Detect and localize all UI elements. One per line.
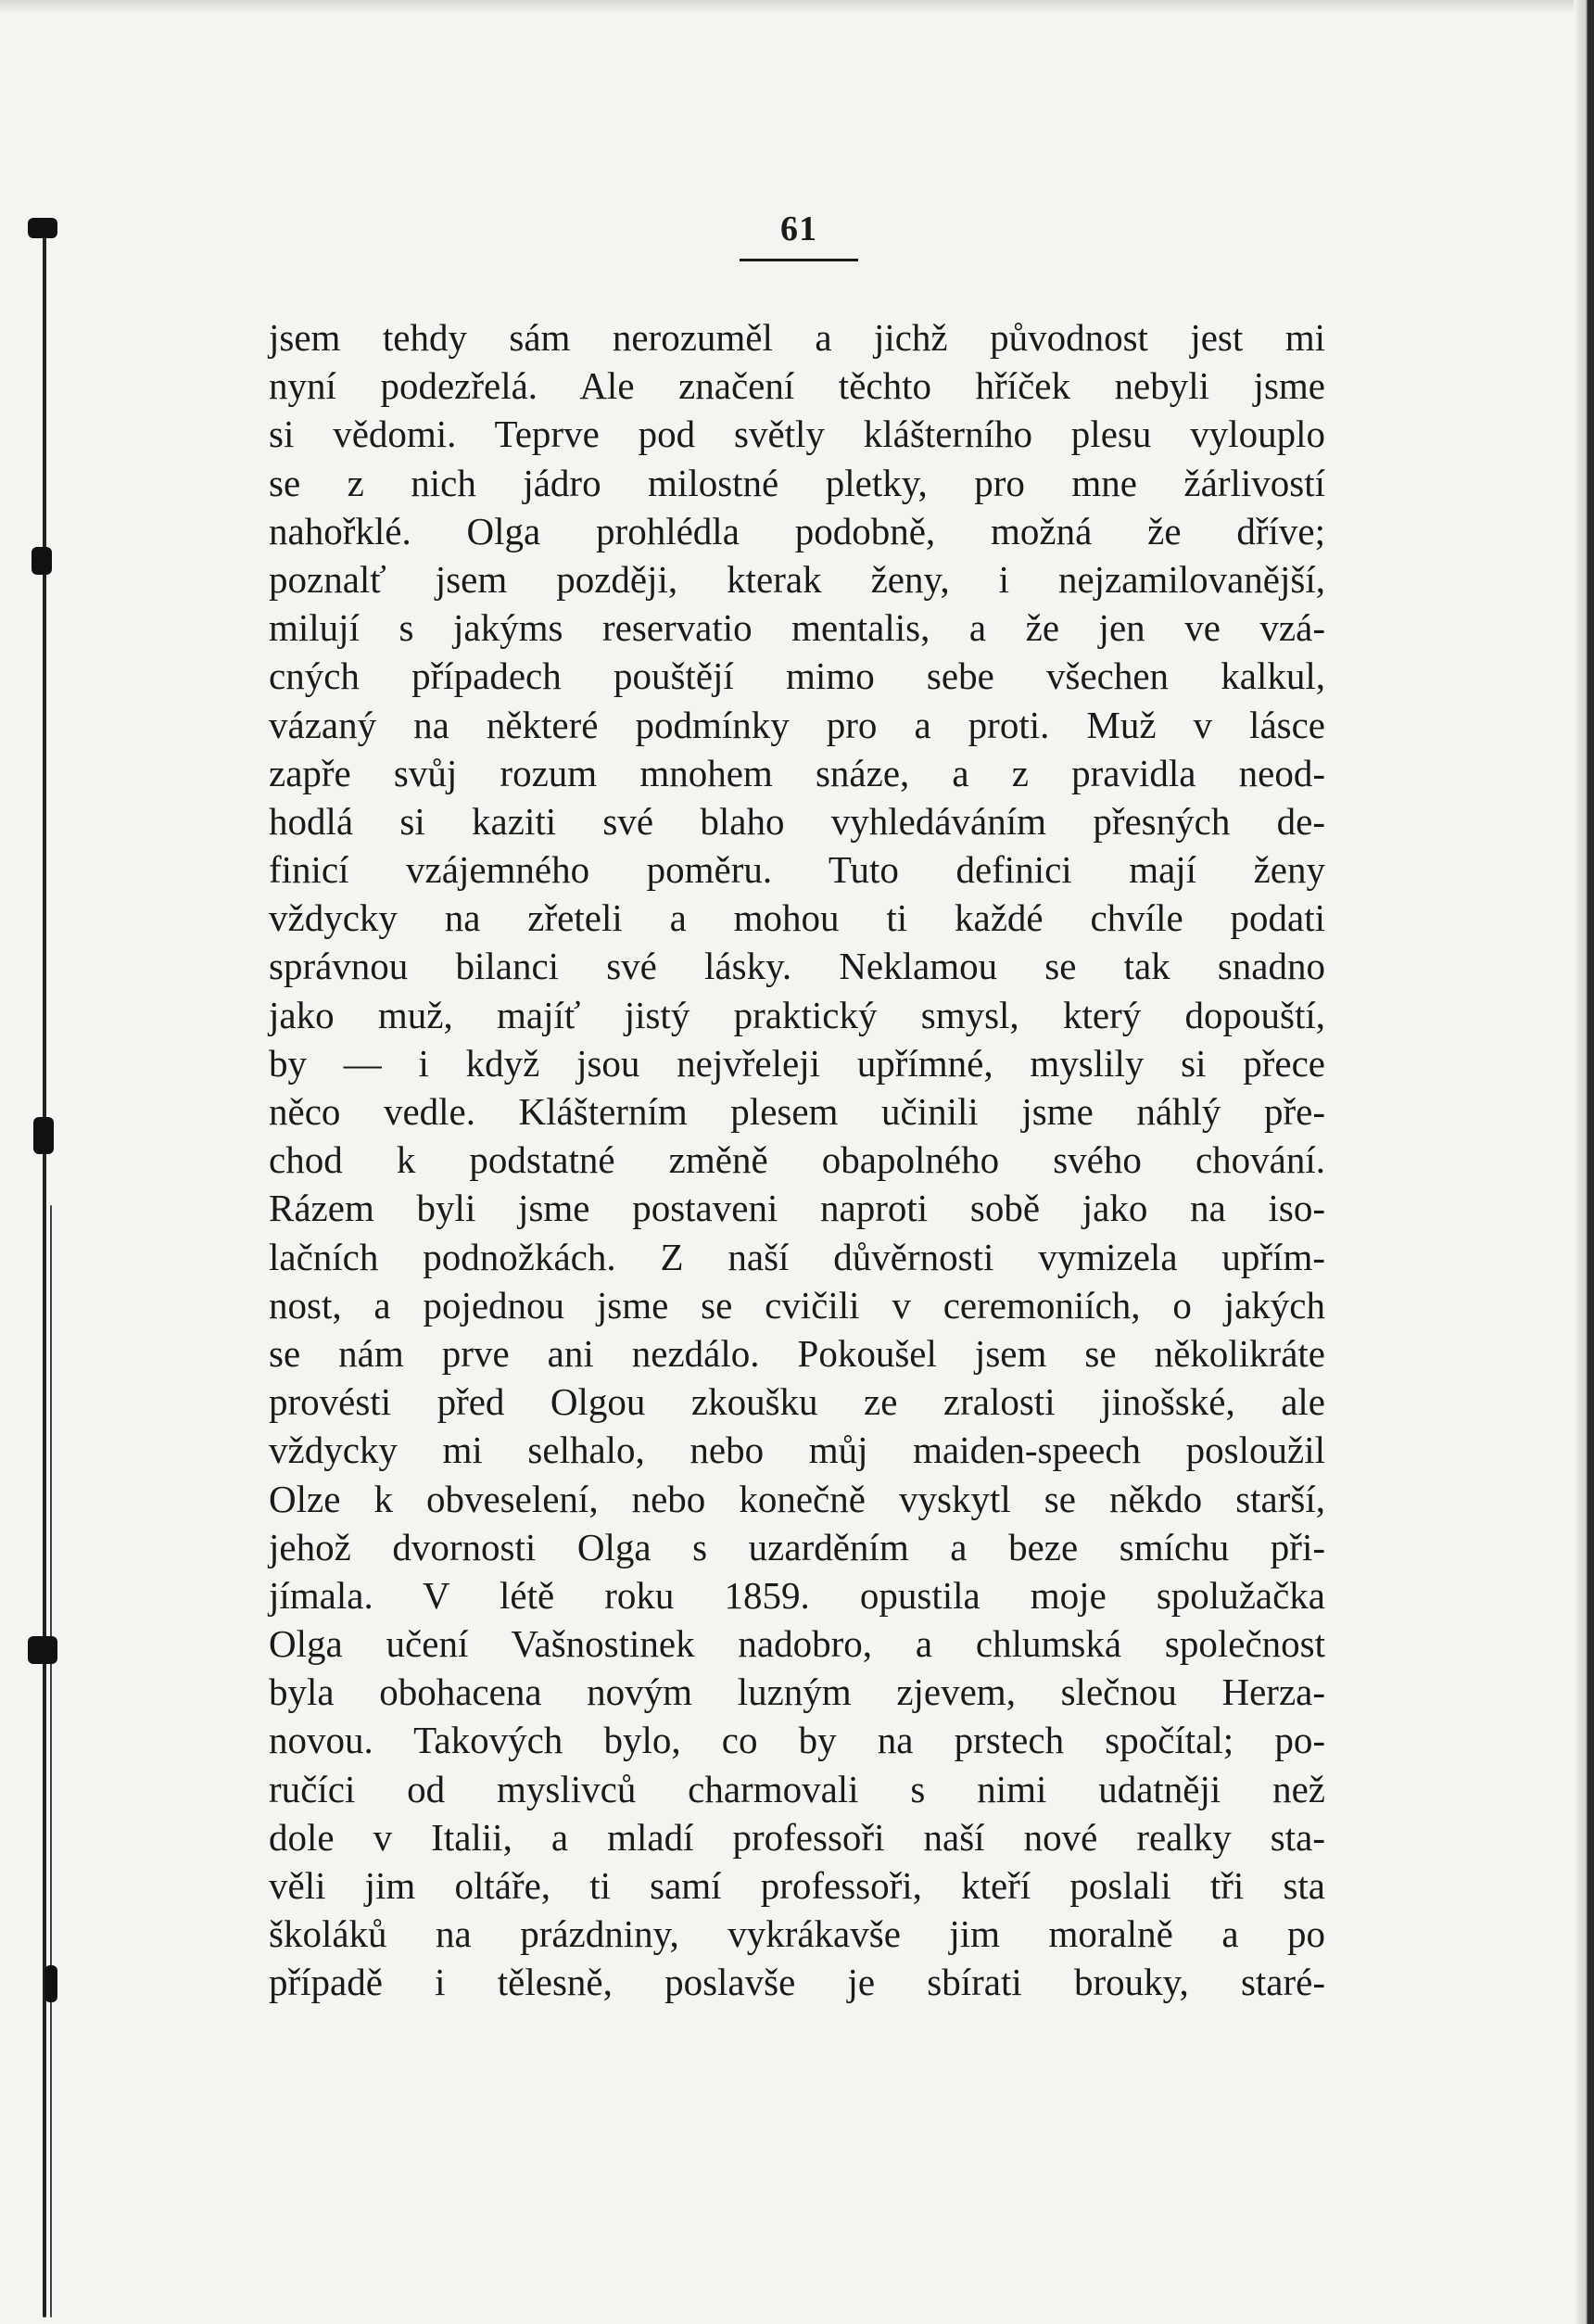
page-number-rule bbox=[740, 259, 858, 261]
binding-mark bbox=[44, 1965, 57, 2002]
text-line: hodlá si kaziti své blaho vyhledáváním přesných de- bbox=[269, 799, 1325, 843]
text-line: chod k podstatné změně obapolného svého chování. bbox=[269, 1138, 1325, 1182]
binding-shadow-secondary bbox=[50, 1205, 52, 2318]
text-line: případě i tělesně, poslavše je sbírati brouky, staré- bbox=[269, 1961, 1325, 2004]
text-line: správnou bilanci své lásky. Neklamou se tak snadno bbox=[269, 945, 1325, 988]
text-line: lačních podnožkách. Z naší důvěrnosti vymizela upřím- bbox=[269, 1235, 1325, 1278]
text-line: se z nich jádro milostné pletky, pro mne žárlivostí bbox=[269, 461, 1325, 504]
text-line: jehož dvornosti Olga s uzarděním a beze smíchu při- bbox=[269, 1525, 1325, 1568]
text-line: Rázem byli jsme postaveni naproti sobě jako na iso- bbox=[269, 1187, 1325, 1230]
scan-edge-right bbox=[1574, 0, 1594, 2324]
text-line: vždycky na zřeteli a mohou ti každé chvíle podati bbox=[269, 896, 1325, 940]
text-line: nyní podezřelá. Ale značení těchto hříček nebyli jsme bbox=[269, 364, 1325, 408]
binding-mark bbox=[28, 1636, 57, 1664]
binding-shadow bbox=[43, 232, 46, 2318]
binding-mark bbox=[28, 218, 57, 238]
text-line: poznalť jsem později, kterak ženy, i nejzamilovanější, bbox=[269, 557, 1325, 601]
text-line: si vědomi. Teprve pod světly klášterního plesu vylouplo bbox=[269, 413, 1325, 456]
text-line: finicí vzájemného poměru. Tuto definici mají ženy bbox=[269, 848, 1325, 892]
text-line: by — i když jsou nejvřeleji upřímné, myslily si přece bbox=[269, 1041, 1325, 1085]
text-line: cných případech pouštějí mimo sebe všechen kalkul, bbox=[269, 654, 1325, 698]
text-line: dole v Italii, a mladí professoři naší nové realky sta- bbox=[269, 1815, 1325, 1859]
text-line: provésti před Olgou zkoušku ze zralosti jinošské, ale bbox=[269, 1380, 1325, 1424]
text-line: něco vedle. Klášterním plesem učinili jsme náhlý pře- bbox=[269, 1090, 1325, 1133]
text-line: školáků na prázdniny, vykrákavše jim moralně a po bbox=[269, 1912, 1325, 1956]
text-line: Olga učení Vašnostinek nadobro, a chlumská společnost bbox=[269, 1622, 1325, 1666]
text-line: vždycky mi selhalo, nebo můj maiden-speech posloužil bbox=[269, 1429, 1325, 1472]
text-line: věli jim oltáře, ti samí professoři, kteří poslali tři sta bbox=[269, 1864, 1325, 1907]
text-line: milují s jakýms reservatio mentalis, a že jen ve vzá- bbox=[269, 606, 1325, 650]
binding-mark bbox=[33, 1117, 54, 1154]
text-line: vázaný na některé podmínky pro a proti. Muž v lásce bbox=[269, 703, 1325, 746]
text-line: byla obohacena novým luzným zjevem, slečnou Herza- bbox=[269, 1670, 1325, 1714]
binding-mark bbox=[32, 547, 52, 575]
text-line: novou. Takových bylo, co by na prstech spočítal; po- bbox=[269, 1719, 1325, 1762]
text-line: ručíci od myslivců charmovali s nimi udatněji než bbox=[269, 1767, 1325, 1810]
text-line: jako muž, majíť jistý praktický smysl, který dopouští, bbox=[269, 993, 1325, 1036]
body-text bbox=[269, 313, 1325, 2007]
text-line: Olze k obveselení, nebo konečně vyskytl se někdo starší, bbox=[269, 1477, 1325, 1520]
text-line: jímala. V létě roku 1859. opustila moje spolužačka bbox=[269, 1573, 1325, 1617]
text-line: nost, a pojednou jsme se cvičili v ceremoniích, o jakých bbox=[269, 1283, 1325, 1327]
page-number: 61 bbox=[780, 210, 817, 248]
text-line: nahořklé. Olga prohlédla podobně, možná že dříve; bbox=[269, 509, 1325, 552]
text-line: jsem tehdy sám nerozuměl a jichž původnost jest mi bbox=[269, 316, 1325, 359]
text-line: se nám prve ani nezdálo. Pokoušel jsem se několikráte bbox=[269, 1331, 1325, 1375]
text-line: zapře svůj rozum mnohem snáze, a z pravidla neod- bbox=[269, 751, 1325, 794]
scan-edge-top bbox=[0, 0, 1594, 13]
